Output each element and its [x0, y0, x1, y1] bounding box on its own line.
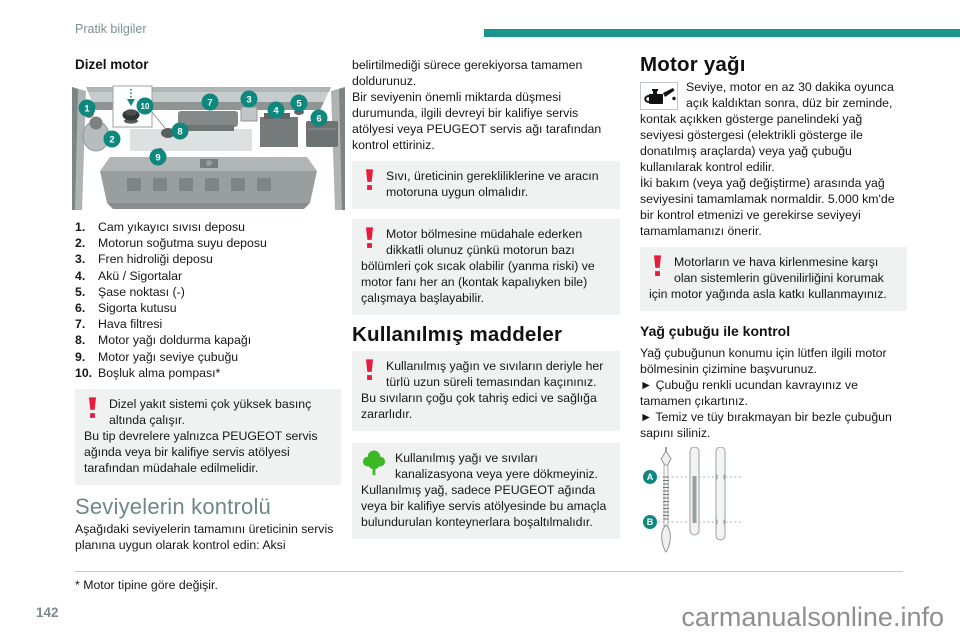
engine-oil-heading: Motor yağı: [640, 53, 746, 76]
callout-10: [137, 98, 154, 115]
part-label: Boşluk alma pompası*: [98, 365, 221, 380]
part-number: 8.: [75, 333, 86, 348]
part-row: [75, 268, 341, 284]
warning-body: Bu tip devrelere yalnızca PEUGEOT servis ağında veya bir kalifiye servis atölyesi tarafından müdahale edilmelidir.: [84, 429, 318, 476]
svg-text:9: 9: [155, 152, 161, 164]
label-b-badge: [643, 515, 657, 529]
chapter-label: Pratik bilgiler: [75, 22, 147, 36]
svg-text:A: A: [646, 472, 654, 483]
dipstick-check-heading: Yağ çubuğu ile kontrol: [640, 323, 791, 339]
part-label: Motor yağı doldurma kapağı: [98, 333, 252, 348]
parts-list: [75, 219, 341, 381]
svg-text:2: 2: [109, 134, 115, 146]
warning-exclamation-icon: [651, 255, 664, 277]
dipstick-step-2: ► Temiz ve tüy bırakmayan bir bezle çubuğun sapını siliniz.: [640, 410, 892, 440]
environment-tree-icon: [361, 450, 387, 476]
engine-oil-paragraph: [640, 79, 907, 175]
continuation-paragraph: belirtilmediği sürece gerekiyorsa tamamen doldurunuz.: [352, 58, 583, 88]
part-number: 6.: [75, 301, 86, 316]
dipstick-rod-ribbed: [661, 447, 671, 552]
engine-oil-paragraph-2: İki bakım (veya yağ değiştirme) arasında yağ seviyesini tamamlamak normaldir. 5.000 km'de bir kontrol etmenizi ve gerekirse seviyeyi tamamlamanızı önerir.: [640, 176, 895, 238]
warning-exclamation-icon: [86, 397, 99, 419]
part-number: 9.: [75, 349, 86, 364]
additive-warning-box: [640, 247, 907, 311]
callout-2: [104, 131, 121, 148]
part-number: 7.: [75, 317, 86, 332]
warning-lead: Dizel yakıt sistemi çok yüksek basınç altında çalışır.: [109, 397, 312, 428]
part-label: Motorun soğutma suyu deposu: [98, 236, 267, 251]
fluid-spec-warning-box: [352, 161, 620, 209]
svg-text:6: 6: [316, 113, 322, 125]
part-row: [75, 365, 341, 381]
svg-text:4: 4: [273, 105, 279, 117]
footnote-divider: [75, 571, 903, 572]
label-a-badge: [643, 470, 657, 484]
levels-intro: Aşağıdaki seviyelerin tamamını üreticinin servis planına uygun olarak kontrol edin: Aksi: [75, 522, 334, 553]
warning-text: Motorların ve hava kirlenmesine karşı olan sistemlerin güvenilirliğini korumak için motor yağında asla katkı kullanmayınız.: [649, 255, 887, 301]
callout-8: [172, 123, 189, 140]
dipstick-level-lines: [658, 477, 742, 522]
svg-text:B: B: [646, 517, 654, 528]
svg-text:10: 10: [140, 102, 150, 112]
callout-7: [202, 94, 219, 111]
used-materials-heading: Kullanılmış maddeler: [352, 323, 563, 346]
part-row: [75, 235, 341, 251]
part-row: [75, 332, 341, 348]
dipstick-step-1: ► Çubuğu renkli ucundan kavrayınız ve tamamen çıkartınız.: [640, 378, 858, 408]
part-row: [75, 284, 341, 300]
svg-text:3: 3: [246, 94, 252, 106]
page-number: 142: [36, 605, 59, 620]
fuel-system-warning-box: [75, 389, 341, 485]
dipstick-labels: [643, 470, 657, 529]
callout-6: [311, 110, 328, 127]
part-number: 10.: [75, 365, 93, 380]
part-row: [75, 219, 341, 235]
diesel-engine-heading: Dizel motor: [75, 57, 149, 72]
part-row: [75, 300, 341, 316]
callout-3: [241, 91, 258, 108]
part-label: Şase noktası (-): [98, 284, 185, 299]
part-label: Hava filtresi: [98, 317, 163, 332]
right-column: [640, 53, 907, 553]
engine-bay-diagram: [72, 85, 345, 210]
part-label: Motor yağı seviye çubuğu: [98, 349, 239, 364]
callout-4: [268, 102, 285, 119]
levels-section-heading: Seviyelerin kontrolü: [75, 494, 271, 520]
warning-lead: Kullanılmış yağın ve sıvıların deriyle her türlü uzun süreli temasından kaçınınız.: [386, 359, 604, 389]
callout-9: [150, 149, 167, 166]
warning-text: Motor bölmesine müdahale ederken dikkatli olunuz çünkü motorun bazı bölümleri çok sıcak olabilir (yanma riski) ve motor fanı her an (kontak kapalıyken bile) çalışmaya başlayabilir.: [361, 227, 595, 305]
footnote-text: * Motor tipine göre değişir.: [75, 578, 218, 592]
warning-text: Sıvı, üreticinin gerekliliklerine ve aracın motoruna uygun olmalıdır.: [386, 169, 599, 199]
dipstick-rod-filled: [690, 447, 699, 535]
warning-body: Bu sıvıların çoğu çok tahriş edici ve sağlığa zararlıdır.: [361, 391, 597, 421]
part-number: 4.: [75, 268, 86, 283]
part-number: 1.: [75, 220, 86, 234]
engine-bay-warning-box: [352, 219, 620, 315]
middle-column: [352, 57, 620, 539]
part-label: Fren hidroliği deposu: [98, 252, 213, 267]
warning-exclamation-icon: [363, 169, 376, 191]
part-number: 5.: [75, 284, 86, 299]
warning-exclamation-icon: [363, 359, 376, 381]
callout-1: [79, 100, 96, 117]
continuation-paragraph: Bir seviyenin önemli miktarda düşmesi durumunda, ilgili devreyi bir kalifiye servis atölyesi veya PEUGEOT servis ağı tarafından kontrol ettiriniz.: [352, 90, 602, 152]
part-row: [75, 251, 341, 267]
part-row: [75, 349, 341, 365]
dipstick-diagram: [642, 447, 750, 553]
svg-text:1: 1: [84, 103, 90, 115]
callout-5: [291, 95, 308, 112]
part-label: Akü / Sigortalar: [98, 268, 183, 283]
notice-body: Kullanılmış yağ, sadece PEUGEOT ağında veya bir kalifiye servis atölyesinde bu amaçla bulundurulan konteynerlara boşaltılmalıdır.: [361, 483, 607, 529]
svg-text:8: 8: [177, 126, 183, 138]
part-number: 3.: [75, 252, 86, 267]
skin-contact-warning-box: [352, 351, 620, 431]
eco-disposal-notice-box: [352, 443, 620, 539]
dipstick-rod-notched: [716, 447, 725, 540]
left-column: [75, 57, 341, 553]
part-number: 2.: [75, 236, 86, 251]
svg-text:7: 7: [207, 97, 213, 109]
oil-can-icon: [640, 82, 678, 110]
part-row: [75, 316, 341, 332]
part-label: Cam yıkayıcı sıvısı deposu: [98, 220, 245, 234]
header-accent-bar: [484, 29, 960, 37]
dipstick-paragraph: Yağ çubuğunun konumu için lütfen ilgili motor bölmesinin çizimine başvurunuz.: [640, 346, 887, 376]
svg-text:5: 5: [296, 98, 302, 110]
warning-exclamation-icon: [363, 227, 376, 249]
notice-lead: Kullanılmış yağı ve sıvıları kanalizasyona veya yere dökmeyiniz.: [395, 451, 599, 481]
part-label: Sigorta kutusu: [98, 301, 177, 316]
watermark-text: carmanualsonline.info: [681, 602, 944, 632]
engine-oil-text: Seviye, motor en az 30 dakika oyunca açık kaldıktan sonra, düz bir zeminde, kontak açıkken gösterge panelindeki yağ seviyesi göstergesi (elektrikli gösterge ile donatılmış araçlarda) veya yağ çubuğu kullanılarak kontrol edilir.: [640, 80, 894, 174]
